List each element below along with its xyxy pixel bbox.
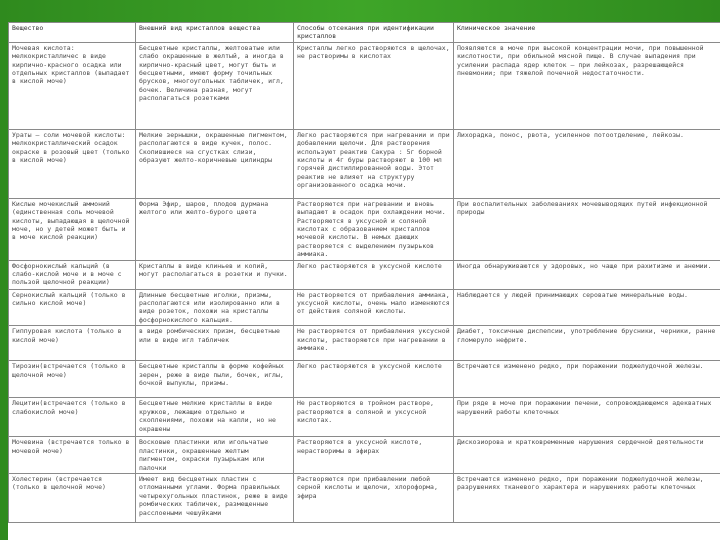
cell-clinical: Диабет, токсичные диспепсии, употребление брусники, черники, ранне гломеруло нефрите. <box>454 326 720 361</box>
cell-substance: Кислые мочекислый аммоний (единственная соль мочевой кислоты, выпадающая в щелочной моче, но у детей может быть и в моче кислой реакции) <box>9 198 136 260</box>
table-row <box>9 289 720 326</box>
cell-substance: Мочевина (встречается только в мочевой моче) <box>9 437 136 474</box>
cell-identification: Не растворяются в тройном растворе, растворяются в соляной и уксусной кислотах. <box>294 398 454 437</box>
cell-clinical: Встречаются изменено редко, при поражении поджелудочной железы. <box>454 361 720 398</box>
cell-identification: Легко растворяются при нагревании и при добавлении щелочи. Для растворения используют реактив Сакура : 5г борной кислоты и 4г буры растворяют в 100 мл горячей дистиллированной воды. Этот реактив не влияет на структуру организованного осадка мочи. <box>294 129 454 198</box>
cell-appearance: Длинные бесцветные иголки, призмы, располагаются или изолированно или в виде розеток, похожи на кристаллы фосфорнокислого кальция. <box>136 289 294 326</box>
header-cell-identification: Способы отсекания при идентификации кристаллов <box>294 23 454 43</box>
cell-identification: Кристаллы легко растворяются в щелочах, не растворимы в кислотах <box>294 42 454 129</box>
table-row <box>9 361 720 398</box>
cell-substance: Лецитин(встречается (только в слабокислой моче) <box>9 398 136 437</box>
cell-clinical: Дискозиорова и кратковременные нарушения сердечной деятельности <box>454 437 720 474</box>
cell-substance: Фосфорнокислый кальций (в слабо-кислой моче и в моче с пользой щелочной реакции) <box>9 260 136 289</box>
cell-appearance: Кристаллы в виде клиньев и копий, могут располагаться в розетки и пучки. <box>136 260 294 289</box>
cell-clinical: При ряде в моче при поражении печени, сопровождающемся адекватных нарушений работы клеточных <box>454 398 720 437</box>
cell-identification: Растворяются в уксусной кислоте, нерастворимы в эфирах <box>294 437 454 474</box>
cell-substance: Холестерин (встречается (только в щелочной моче) <box>9 473 136 522</box>
cell-appearance: в виде ромбических призм, бесцветные или в виде игл табличек <box>136 326 294 361</box>
cell-clinical: Наблюдается у людей принимающих сероватые минеральные воды. <box>454 289 720 326</box>
header-cell-substance: Вещество <box>9 23 136 43</box>
table-row <box>9 198 720 260</box>
cell-identification: Не растворяется от прибавления уксусной кислоты, растворяются при нагревании в аммиаке. <box>294 326 454 361</box>
cell-appearance: Форма Эфир, шаров, плодов дурмана желтого или желто-бурого цвета <box>136 198 294 260</box>
header-cell-appearance: Внешний вид кристаллов вещества <box>136 23 294 43</box>
table-row <box>9 260 720 289</box>
cell-identification: Растворяются при прибавлении любой серной кислоты и щелочи, хлороформа, эфира <box>294 473 454 522</box>
table-body <box>9 23 720 523</box>
cell-substance: Сернокислый кальций (только в сильно кислой моче) <box>9 289 136 326</box>
cell-appearance: Бесцветные мелкие кристаллы в виде кружков, лежащие отдельно и скоплениями, похожи на капли, но не окрашены <box>136 398 294 437</box>
table-row <box>9 42 720 129</box>
cell-appearance: Бесцветные кристаллы, желтоватые или слабо окрашенные в желтый, а иногда в кирпично-красный цвет, могут быть и бесцветными, имеют форму точильных брусков, многоугольных табличек, игл, бочек. Величина разная, могут располагаться розетками <box>136 42 294 129</box>
cell-clinical: Лихорадка, понос, рвота, усиленное потоотделение, лейкозы. <box>454 129 720 198</box>
cell-clinical: Иногда обнаруживаются у здоровых, но чаще при рахитизме и анемии. <box>454 260 720 289</box>
cell-appearance: Имеет вид бесцветных пластин с отломанными углами. Форма правильных четырехугольных пластинок, реже в виде ромбических табличек, размещенные расслоеными чешуйками <box>136 473 294 522</box>
table-header-row <box>9 23 720 43</box>
cell-clinical: Встречаются изменено редко, при поражении поджелудочной железы, разрушениях тканевого характера и нарушениях работы клеточных <box>454 473 720 522</box>
cell-appearance: Бесцветные кристаллы в форме кофейных зерен, реже в виде пыли, бочек, иглы, бочкой выпуклы, призмы. <box>136 361 294 398</box>
cell-clinical: Появляются в моче при высокой концентрации мочи, при повышенной кислотности, при обильной мясной пище. В случае выпадения при усилении распада ядер клеток — при лейкозах, разрешающейся пневмонии; при тяжелой почечной недостаточности. <box>454 42 720 129</box>
substances-table <box>8 22 720 523</box>
cell-appearance: Восковые пластинки или игольчатые пластинки, окрашенные желтым пигментом, окраски пузырькам или палочки <box>136 437 294 474</box>
cell-clinical: При воспалительных заболеваниях мочевыводящих путей инфекционной природы <box>454 198 720 260</box>
cell-identification: Легко растворяются в уксусной кислоте <box>294 361 454 398</box>
header-cell-clinical: Клиническое значение <box>454 23 720 43</box>
cell-identification: Растворяются при нагревании и вновь выпадают в осадок при охлаждении мочи. Растворяются в уксусной и соляной кислотах с образованием кристаллов мочевой кислоты. В немых дающих растворяется с выделением пузырьков аммиака. <box>294 198 454 260</box>
table-row <box>9 398 720 437</box>
table-row <box>9 437 720 474</box>
cell-appearance: Мелкие зернышки, окрашенные пигментом, располагаются в виде кучек, полос. Скопившиеся на сгустках слизи, образуют желто-коричневые цилиндры <box>136 129 294 198</box>
table-row <box>9 473 720 522</box>
table-row <box>9 326 720 361</box>
cell-substance: Ураты — соли мочевой кислоты: мелкокристаллический осадок окраске в розовый цвет (только в кислой моче) <box>9 129 136 198</box>
document-table-container[interactable] <box>8 22 720 540</box>
cell-substance: Тирозин(встречается (только в щелочной моче) <box>9 361 136 398</box>
cell-identification: Не растворяется от прибавления аммиака, уксусной кислоты, очень мало изменяются от действия соляной кислоты. <box>294 289 454 326</box>
cell-substance: Гиппуровая кислота (только в кислой моче) <box>9 326 136 361</box>
cell-identification: Легко растворяются в уксусной кислоте <box>294 260 454 289</box>
table-row <box>9 129 720 198</box>
cell-substance: Мочевая кислота: мелкокристалличес в виде кирпично-красного осадка или отдельных кристаллов (выпадает в кислой моче) <box>9 42 136 129</box>
